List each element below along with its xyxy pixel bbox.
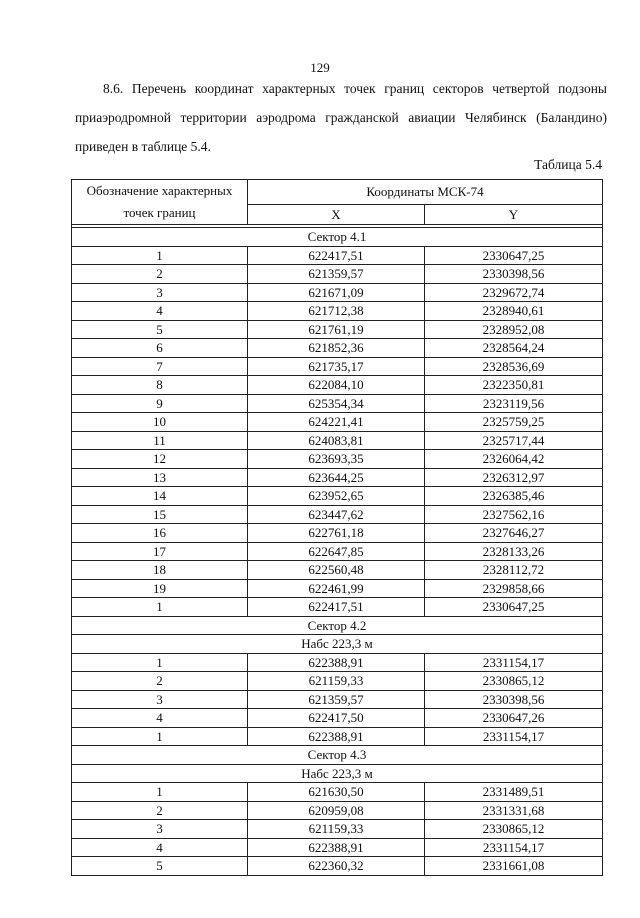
y-coordinate-cell: 2330865,12 (425, 672, 603, 691)
point-number-cell: 12 (72, 450, 248, 469)
x-coordinate-cell: 623447,62 (248, 505, 425, 524)
table-row (72, 857, 603, 876)
table-row (72, 394, 603, 413)
point-number-cell: 4 (72, 302, 248, 321)
y-coordinate-cell: 2328536,69 (425, 357, 603, 376)
table-row (72, 302, 603, 321)
y-coordinate-cell: 2331154,17 (425, 838, 603, 857)
point-number-cell: 1 (72, 598, 248, 617)
point-number-cell: 19 (72, 579, 248, 598)
table-row (72, 672, 603, 691)
point-number-cell: 15 (72, 505, 248, 524)
y-coordinate-cell: 2328952,08 (425, 320, 603, 339)
x-coordinate-cell: 621671,09 (248, 283, 425, 302)
table-row (72, 801, 603, 820)
y-coordinate-cell: 2326385,46 (425, 487, 603, 506)
y-coordinate-cell: 2331661,08 (425, 857, 603, 876)
y-coordinate-cell: 2330398,56 (425, 265, 603, 284)
table-row (72, 468, 603, 487)
point-number-cell: 1 (72, 727, 248, 746)
table-row (72, 487, 603, 506)
point-number-cell: 16 (72, 524, 248, 543)
header-y: Y (425, 205, 603, 225)
y-coordinate-cell: 2327646,27 (425, 524, 603, 543)
table-row (72, 783, 603, 802)
x-coordinate-cell: 622388,91 (248, 838, 425, 857)
table-section-row (72, 228, 603, 247)
y-coordinate-cell: 2331331,68 (425, 801, 603, 820)
table-row (72, 505, 603, 524)
table-row (72, 246, 603, 265)
table-row (72, 357, 603, 376)
x-coordinate-cell: 621359,57 (248, 690, 425, 709)
x-coordinate-cell: 621630,50 (248, 783, 425, 802)
x-coordinate-cell: 622388,91 (248, 653, 425, 672)
table-row (72, 413, 603, 432)
page-number: 129 (310, 60, 330, 75)
x-coordinate-cell: 622761,18 (248, 524, 425, 543)
y-coordinate-cell: 2331154,17 (425, 727, 603, 746)
intro-paragraph: 8.6. Перечень координат характерных точек границ секторов четвертой подзоны приаэродромной территории аэродрома гражданской авиации Челябинск (Баландино) приведен в таблице 5.4. (75, 81, 607, 154)
point-number-cell: 14 (72, 487, 248, 506)
table-row (72, 431, 603, 450)
y-coordinate-cell: 2330647,25 (425, 598, 603, 617)
table-section-row (72, 616, 603, 635)
y-coordinate-cell: 2330647,26 (425, 709, 603, 728)
x-coordinate-cell: 622084,10 (248, 376, 425, 395)
point-number-cell: 8 (72, 376, 248, 395)
table-row (72, 653, 603, 672)
point-number-cell: 7 (72, 357, 248, 376)
x-coordinate-cell: 624083,81 (248, 431, 425, 450)
section-label: Сектор 4.2 (72, 616, 603, 635)
x-coordinate-cell: 622560,48 (248, 561, 425, 580)
y-coordinate-cell: 2328133,26 (425, 542, 603, 561)
table-section-row (72, 746, 603, 765)
table-row (72, 376, 603, 395)
x-coordinate-cell: 623644,25 (248, 468, 425, 487)
point-number-cell: 1 (72, 653, 248, 672)
point-number-cell: 5 (72, 320, 248, 339)
table-row (72, 524, 603, 543)
x-coordinate-cell: 623693,35 (248, 450, 425, 469)
table-row (72, 820, 603, 839)
x-coordinate-cell: 621712,38 (248, 302, 425, 321)
y-coordinate-cell: 2322350,81 (425, 376, 603, 395)
y-coordinate-cell: 2330398,56 (425, 690, 603, 709)
y-coordinate-cell: 2325717,44 (425, 431, 603, 450)
header-coords-label: Координаты МСК-74 (248, 180, 603, 205)
point-number-cell: 9 (72, 394, 248, 413)
coordinates-table (71, 179, 603, 876)
point-number-cell: 2 (72, 672, 248, 691)
point-number-cell: 6 (72, 339, 248, 358)
table-row (72, 838, 603, 857)
table-section-row (72, 635, 603, 654)
table-row (72, 690, 603, 709)
x-coordinate-cell: 621735,17 (248, 357, 425, 376)
table-row (72, 450, 603, 469)
x-coordinate-cell: 622461,99 (248, 579, 425, 598)
point-number-cell: 18 (72, 561, 248, 580)
table-row (72, 727, 603, 746)
table-caption: Таблица 5.4 (534, 157, 602, 172)
point-number-cell: 3 (72, 283, 248, 302)
point-number-cell: 10 (72, 413, 248, 432)
x-coordinate-cell: 621159,33 (248, 672, 425, 691)
point-number-cell: 3 (72, 820, 248, 839)
y-coordinate-cell: 2329858,66 (425, 579, 603, 598)
y-coordinate-cell: 2328940,61 (425, 302, 603, 321)
table-row (72, 542, 603, 561)
y-coordinate-cell: 2330865,12 (425, 820, 603, 839)
point-number-cell: 4 (72, 709, 248, 728)
table-row (72, 579, 603, 598)
x-coordinate-cell: 622388,91 (248, 727, 425, 746)
point-number-cell: 1 (72, 783, 248, 802)
x-coordinate-cell: 622647,85 (248, 542, 425, 561)
x-coordinate-cell: 622417,50 (248, 709, 425, 728)
x-coordinate-cell: 621761,19 (248, 320, 425, 339)
point-number-cell: 5 (72, 857, 248, 876)
x-coordinate-cell: 623952,65 (248, 487, 425, 506)
point-number-cell: 17 (72, 542, 248, 561)
y-coordinate-cell: 2328112,72 (425, 561, 603, 580)
header-point-label: Обозначение характерных точек границ (72, 180, 248, 225)
table-row (72, 598, 603, 617)
x-coordinate-cell: 620959,08 (248, 801, 425, 820)
table-row (72, 561, 603, 580)
point-number-cell: 1 (72, 246, 248, 265)
table-row (72, 339, 603, 358)
point-number-cell: 11 (72, 431, 248, 450)
x-coordinate-cell: 622360,32 (248, 857, 425, 876)
x-coordinate-cell: 621852,36 (248, 339, 425, 358)
x-coordinate-cell: 621359,57 (248, 265, 425, 284)
y-coordinate-cell: 2325759,25 (425, 413, 603, 432)
section-label: Набс 223,3 м (72, 635, 603, 654)
point-number-cell: 13 (72, 468, 248, 487)
point-number-cell: 2 (72, 265, 248, 284)
section-label: Набс 223,3 м (72, 764, 603, 783)
table-row (72, 320, 603, 339)
y-coordinate-cell: 2331489,51 (425, 783, 603, 802)
x-coordinate-cell: 622417,51 (248, 598, 425, 617)
section-label: Сектор 4.3 (72, 746, 603, 765)
y-coordinate-cell: 2327562,16 (425, 505, 603, 524)
x-coordinate-cell: 622417,51 (248, 246, 425, 265)
table-row (72, 265, 603, 284)
x-coordinate-cell: 621159,33 (248, 820, 425, 839)
table-body (72, 228, 603, 876)
table-row (72, 283, 603, 302)
table-section-row (72, 764, 603, 783)
x-coordinate-cell: 625354,34 (248, 394, 425, 413)
y-coordinate-cell: 2330647,25 (425, 246, 603, 265)
table-row (72, 709, 603, 728)
point-number-cell: 4 (72, 838, 248, 857)
section-label: Сектор 4.1 (72, 228, 603, 247)
y-coordinate-cell: 2326312,97 (425, 468, 603, 487)
point-number-cell: 2 (72, 801, 248, 820)
x-coordinate-cell: 624221,41 (248, 413, 425, 432)
header-x: X (248, 205, 425, 225)
y-coordinate-cell: 2323119,56 (425, 394, 603, 413)
y-coordinate-cell: 2331154,17 (425, 653, 603, 672)
y-coordinate-cell: 2328564,24 (425, 339, 603, 358)
y-coordinate-cell: 2329672,74 (425, 283, 603, 302)
y-coordinate-cell: 2326064,42 (425, 450, 603, 469)
point-number-cell: 3 (72, 690, 248, 709)
